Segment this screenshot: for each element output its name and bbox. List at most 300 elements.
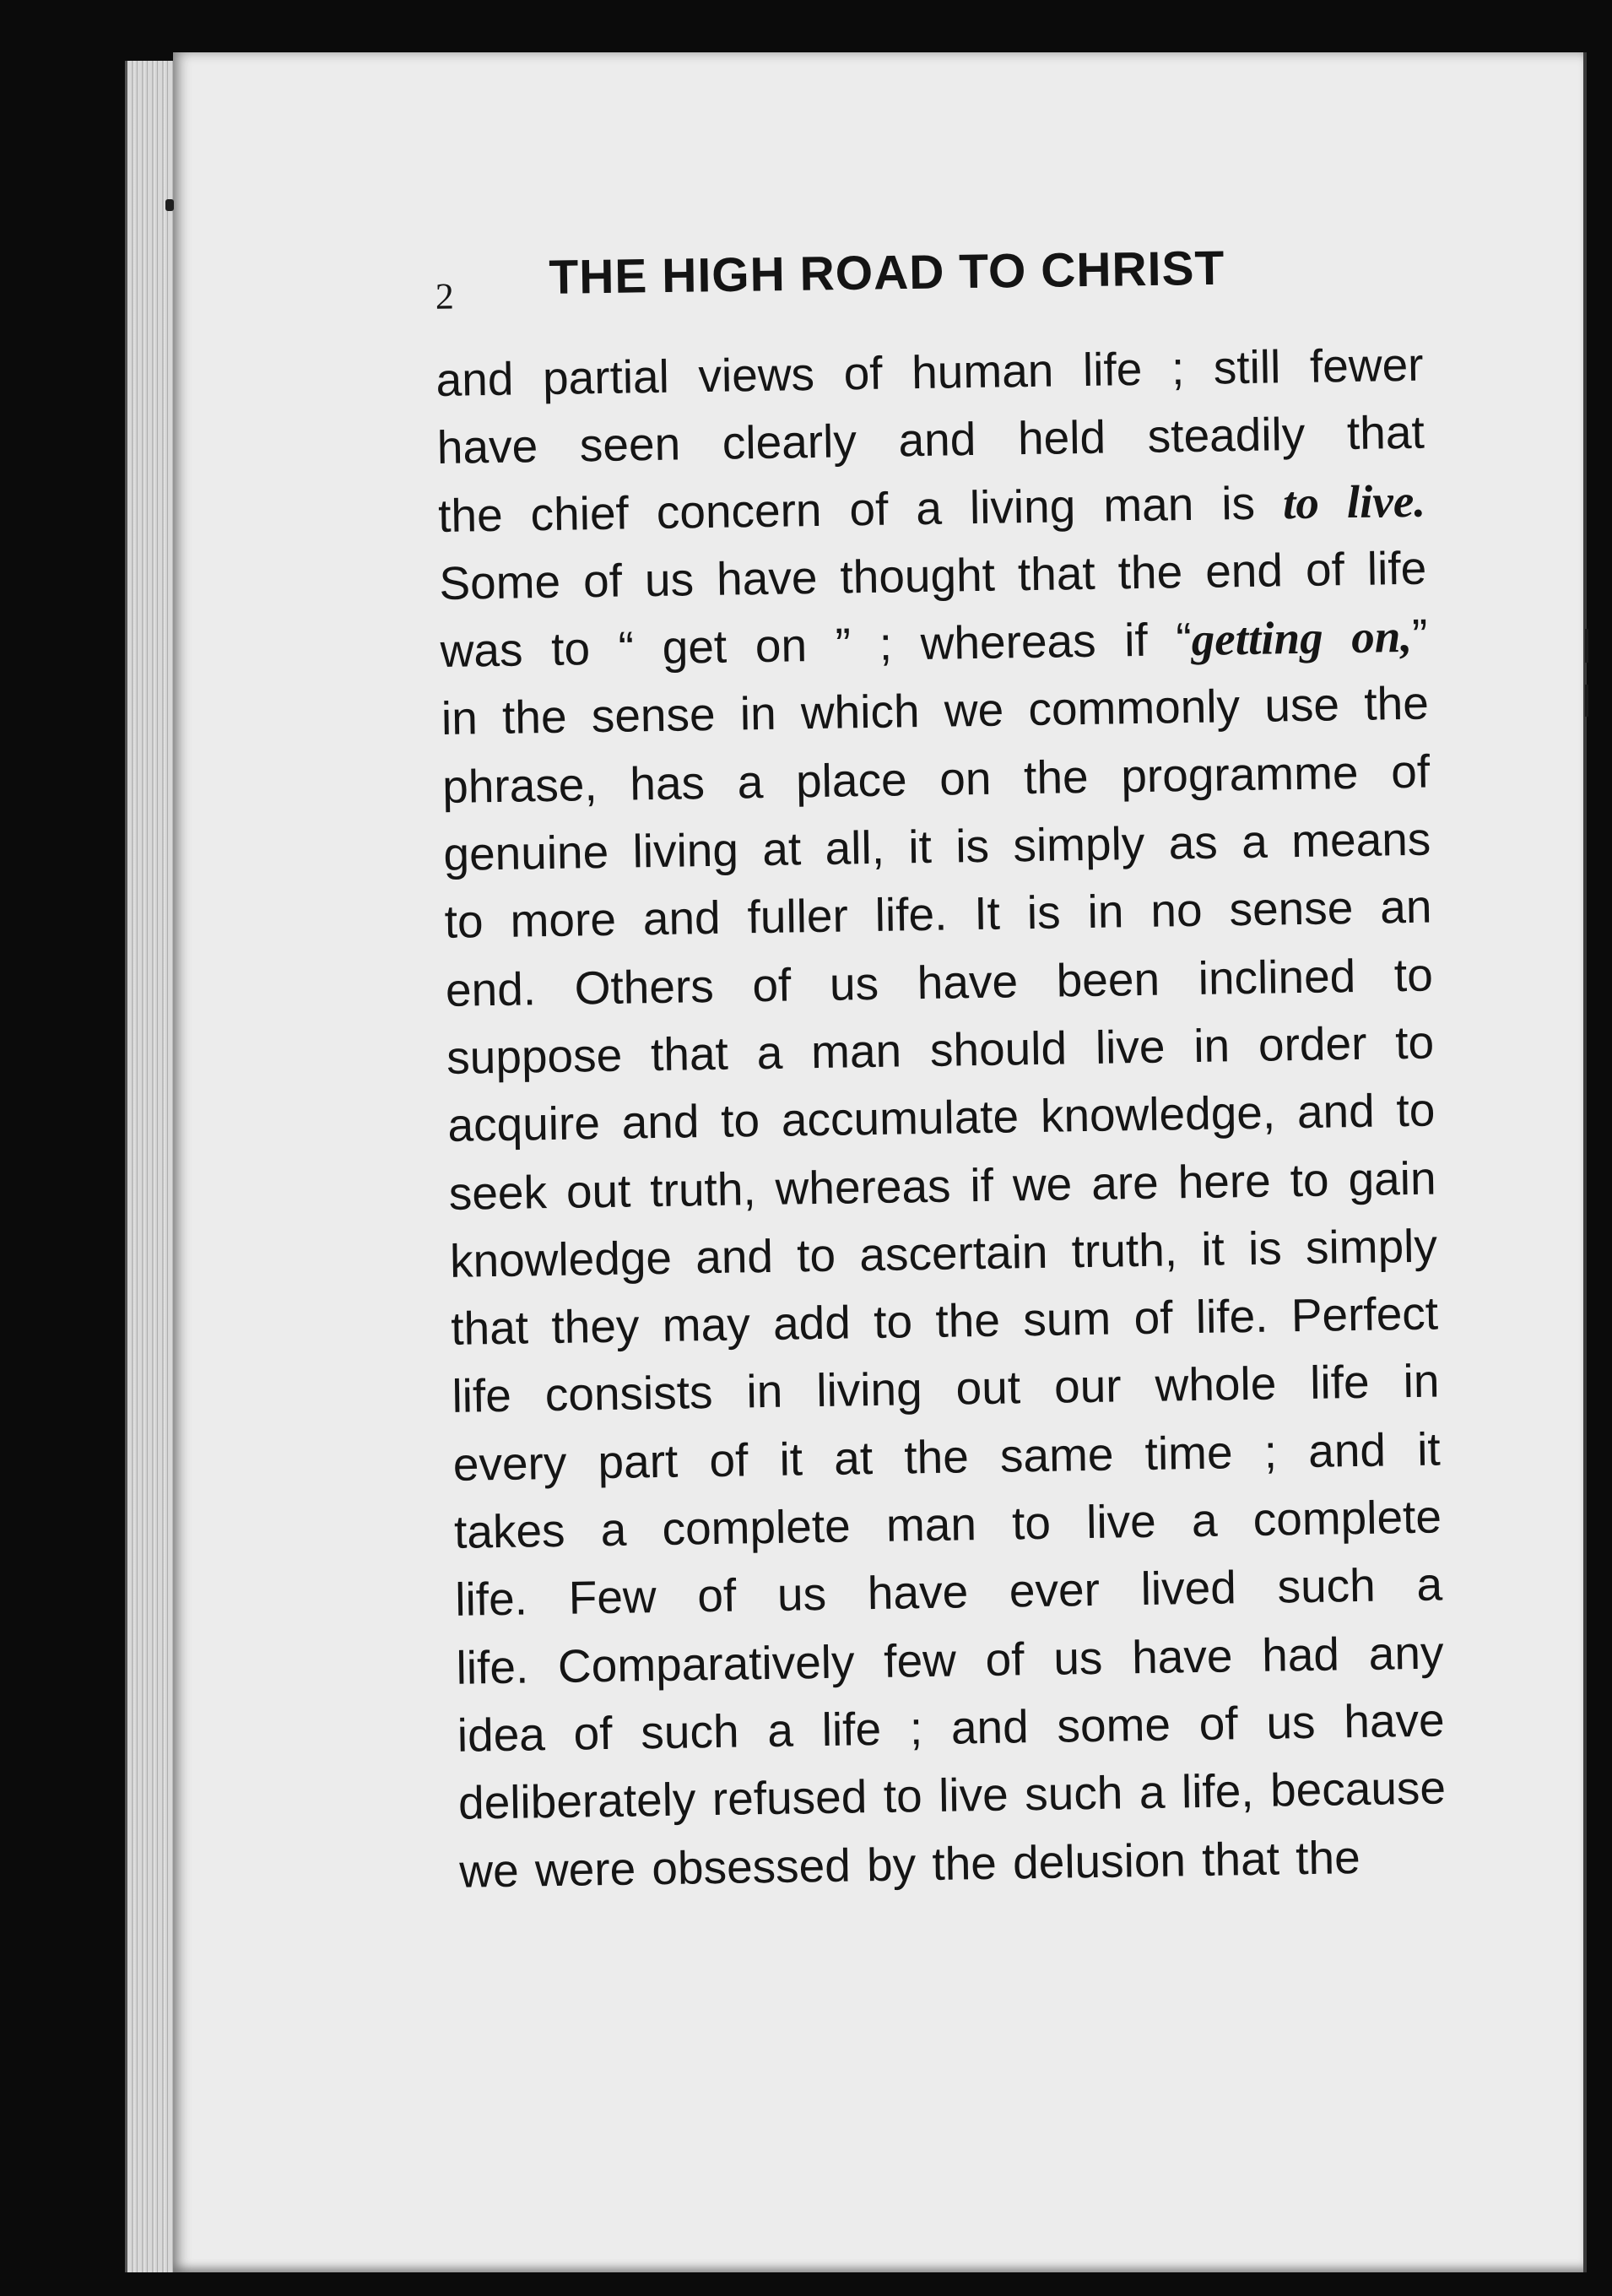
word	[776, 1560, 826, 1628]
word	[1013, 810, 1145, 880]
word	[1057, 1690, 1171, 1759]
word	[772, 1289, 851, 1358]
text-run: living	[815, 1362, 923, 1417]
word	[1193, 1011, 1231, 1080]
word	[435, 345, 514, 414]
word	[662, 1290, 750, 1359]
word	[874, 1287, 913, 1356]
text-run: sense	[1229, 881, 1354, 936]
word	[898, 405, 976, 474]
word	[641, 1697, 739, 1766]
word	[1121, 739, 1359, 810]
word	[920, 607, 1096, 678]
text-run: “	[1175, 613, 1193, 666]
word	[1296, 1823, 1361, 1892]
text-run: truth,	[649, 1162, 757, 1216]
word	[1416, 1551, 1443, 1619]
word	[1009, 1556, 1100, 1625]
edge-mark	[1585, 685, 1588, 717]
word	[1198, 1689, 1238, 1757]
running-header	[422, 239, 1317, 319]
text-run: a	[737, 755, 764, 809]
text-run: means	[1290, 812, 1431, 868]
text-run: were	[534, 1842, 636, 1896]
word	[722, 407, 857, 477]
word	[737, 748, 764, 816]
text-run: It	[973, 886, 1001, 940]
word	[1133, 1284, 1173, 1352]
text-run: programme	[1120, 745, 1359, 803]
text-run: no	[1149, 884, 1204, 938]
text-run: such	[640, 1704, 739, 1759]
word	[1310, 1348, 1371, 1416]
text-run: ;	[1171, 342, 1185, 395]
text-run: us	[776, 1568, 827, 1622]
text-run: time	[1144, 1426, 1234, 1480]
text-run: ;	[909, 1702, 923, 1755]
word	[752, 950, 792, 1019]
text-run: simply	[1012, 816, 1145, 872]
text-run: such	[1024, 1766, 1123, 1821]
word	[574, 952, 714, 1022]
text-run: the	[1363, 677, 1430, 731]
text-run: delusion	[1012, 1833, 1187, 1889]
text-run: to	[873, 1295, 913, 1349]
word	[840, 541, 996, 611]
word	[441, 685, 478, 753]
word	[859, 1218, 1048, 1289]
word	[939, 745, 992, 813]
text-run: that	[450, 1301, 529, 1356]
text-run: a	[1139, 1765, 1166, 1819]
word	[442, 750, 598, 820]
word	[762, 815, 802, 883]
text-run: thought	[839, 548, 996, 604]
text-run: should	[929, 1021, 1068, 1076]
text-run: to	[1011, 1496, 1052, 1550]
word	[1403, 1347, 1440, 1416]
word	[544, 1358, 713, 1428]
text-run: of	[1133, 1291, 1173, 1345]
word	[439, 548, 561, 618]
word	[1201, 1215, 1225, 1283]
text-run: Perfect	[1290, 1286, 1439, 1342]
text-run: life	[1309, 1356, 1371, 1410]
word	[436, 412, 538, 481]
word	[1264, 671, 1340, 740]
right-edge-marks	[1585, 629, 1588, 722]
word	[1229, 874, 1354, 944]
word	[716, 544, 818, 613]
word	[1346, 398, 1425, 468]
word	[652, 1831, 852, 1902]
text-run: we	[458, 1844, 520, 1898]
word	[781, 1083, 1019, 1155]
word	[1351, 602, 1428, 671]
word	[1053, 1352, 1122, 1421]
text-run: ever	[1009, 1563, 1101, 1617]
text-run: ”	[835, 618, 852, 671]
text-run: and	[1296, 1084, 1376, 1139]
word	[452, 1428, 567, 1497]
word	[775, 1151, 951, 1222]
italic-text: to	[1282, 476, 1320, 528]
word	[1364, 669, 1430, 738]
text-run: are	[1090, 1156, 1160, 1210]
text-run: on	[939, 751, 992, 805]
word	[1395, 1008, 1435, 1076]
word	[1117, 538, 1183, 606]
text-run: in	[746, 1365, 783, 1418]
word	[501, 683, 567, 751]
word	[598, 1427, 679, 1496]
word	[452, 1362, 512, 1430]
word	[825, 814, 885, 882]
running-title: THE HIGH ROAD TO CHRIST	[548, 241, 1225, 305]
text-run: suppose	[446, 1028, 623, 1084]
word	[755, 611, 807, 680]
word	[534, 1834, 636, 1903]
word	[459, 1836, 520, 1904]
word	[1308, 1416, 1387, 1485]
text-run: of	[708, 1433, 749, 1486]
word	[440, 616, 523, 685]
text-run: every	[452, 1436, 567, 1491]
word	[1147, 400, 1306, 470]
word	[866, 1830, 916, 1898]
text-run: and	[435, 352, 514, 406]
text-run: in	[739, 687, 777, 740]
word	[1195, 1282, 1269, 1351]
text-run: to	[1393, 948, 1434, 1001]
text-run: is	[1026, 885, 1062, 940]
word	[1181, 1757, 1254, 1826]
text-run: phrase,	[441, 757, 598, 813]
text-run: chief	[530, 486, 630, 540]
word	[1155, 1350, 1277, 1420]
text-run: knowledge	[449, 1231, 673, 1287]
word	[451, 1294, 529, 1363]
word	[810, 1016, 901, 1086]
word	[1071, 1216, 1178, 1285]
text-run: place	[795, 753, 907, 808]
word	[1023, 1285, 1112, 1354]
text-run: living	[969, 479, 1076, 533]
text-run: the	[501, 690, 567, 745]
text-run: life	[1366, 541, 1427, 595]
text-run: part	[598, 1434, 679, 1488]
text-run: steadily	[1147, 408, 1306, 463]
text-run: end	[1204, 544, 1284, 598]
text-run: and	[621, 1095, 700, 1149]
word	[444, 888, 484, 956]
word	[1012, 1150, 1073, 1218]
word	[1150, 876, 1203, 945]
word	[821, 1695, 882, 1763]
text-run: have	[917, 954, 1019, 1009]
edge-mark	[1585, 629, 1588, 663]
word	[1202, 1824, 1280, 1893]
text-run: that	[1346, 405, 1425, 460]
text-run: partial	[542, 349, 670, 405]
text-run: to	[1290, 1153, 1330, 1206]
text-run: as	[1168, 815, 1219, 869]
text-run: life,	[1181, 1764, 1255, 1818]
word	[911, 337, 1054, 407]
text-run: of	[843, 346, 884, 400]
word	[1023, 743, 1089, 811]
text-run: because	[1269, 1761, 1447, 1817]
text-run: may	[662, 1297, 751, 1352]
text-run: get	[662, 620, 728, 674]
word	[747, 882, 848, 951]
text-run: have	[1343, 1693, 1446, 1748]
text-run: that	[650, 1026, 729, 1081]
text-run: seen	[579, 417, 681, 472]
text-run: some	[1056, 1698, 1171, 1752]
text-run: have	[867, 1565, 969, 1620]
text-run: Comparatively	[557, 1635, 855, 1692]
word	[1103, 470, 1194, 539]
text-run: have	[1131, 1629, 1233, 1683]
text-run: it	[1416, 1422, 1442, 1476]
text-run: of	[1305, 543, 1345, 596]
word	[1082, 335, 1143, 403]
italic-text: on,	[1350, 610, 1413, 663]
word	[438, 480, 504, 549]
word	[904, 1422, 970, 1491]
text-run: held	[1017, 410, 1106, 465]
word	[1086, 1487, 1157, 1557]
text-run: ascertain	[858, 1225, 1048, 1281]
word	[884, 1626, 957, 1695]
text-run: we	[1012, 1156, 1073, 1210]
word	[1095, 1012, 1166, 1081]
word	[1017, 539, 1095, 609]
word	[1366, 533, 1427, 602]
word	[1132, 1622, 1234, 1691]
word	[1011, 1489, 1051, 1557]
word	[1176, 604, 1323, 674]
text-run: a	[1191, 1493, 1218, 1547]
word	[1087, 878, 1124, 946]
word	[816, 1356, 923, 1425]
word	[453, 1497, 565, 1566]
text-run: a	[766, 1703, 794, 1757]
text-run: of	[696, 1568, 737, 1622]
word	[1266, 1688, 1316, 1757]
text-run: is	[1220, 476, 1256, 529]
text-run: on	[755, 619, 808, 673]
text-run: to	[883, 1769, 923, 1823]
word	[955, 1354, 1021, 1422]
word	[457, 1700, 545, 1769]
word	[721, 1086, 760, 1155]
word	[568, 1562, 657, 1632]
word	[1346, 466, 1425, 535]
text-run: it	[779, 1432, 803, 1486]
text-run: the	[931, 1836, 998, 1890]
word	[591, 680, 716, 750]
text-run: living	[632, 823, 739, 878]
text-run: takes	[453, 1503, 566, 1558]
word	[849, 474, 889, 543]
word	[448, 1158, 547, 1227]
text-run: if	[969, 1158, 994, 1211]
word	[711, 1763, 868, 1833]
word	[557, 1627, 855, 1700]
text-run: life	[1082, 342, 1143, 396]
text-run: order	[1258, 1016, 1367, 1071]
text-run: accumulate	[781, 1090, 1020, 1146]
text-run: life	[821, 1702, 882, 1756]
word	[1241, 808, 1269, 876]
word	[950, 1692, 1029, 1762]
word	[449, 1224, 672, 1295]
word	[883, 1762, 922, 1830]
word	[970, 1151, 994, 1219]
text-run: life.	[456, 1640, 529, 1694]
text-run: life.	[454, 1572, 528, 1627]
text-run: in	[1403, 1354, 1440, 1408]
word	[767, 1696, 794, 1764]
word	[630, 749, 706, 818]
text-run: in	[1087, 885, 1124, 939]
text-run: ”	[1411, 609, 1428, 663]
text-run: refused	[711, 1770, 868, 1826]
text-run: an	[1379, 880, 1432, 934]
text-run: that	[1017, 546, 1096, 601]
text-run: was	[440, 623, 523, 678]
text-run: ;	[1263, 1425, 1278, 1478]
text-run: the	[1117, 545, 1183, 599]
text-run: that	[1201, 1832, 1280, 1886]
text-run: to	[720, 1094, 760, 1148]
word	[650, 1155, 757, 1224]
word	[955, 812, 990, 880]
word	[443, 818, 609, 888]
text-run: here	[1177, 1154, 1272, 1208]
word	[447, 1089, 601, 1159]
text-run: concern	[656, 483, 822, 539]
word	[829, 950, 879, 1018]
word	[1344, 1686, 1446, 1755]
text-run: to	[1394, 1015, 1435, 1069]
word	[642, 884, 721, 953]
word	[932, 1828, 998, 1897]
word	[662, 1492, 851, 1563]
text-run: of	[985, 1632, 1025, 1686]
text-run: out	[565, 1164, 631, 1218]
text-run: which	[800, 685, 921, 739]
text-run: seek	[448, 1165, 548, 1220]
text-run: out	[955, 1361, 1021, 1415]
word	[879, 610, 893, 679]
word	[1269, 1754, 1446, 1825]
text-run: whole	[1155, 1356, 1277, 1412]
word	[510, 885, 617, 955]
word	[916, 474, 943, 542]
text-run: of	[1390, 745, 1431, 799]
text-run: us	[829, 956, 879, 1010]
text-run: human	[911, 344, 1054, 399]
text-run: life.	[874, 887, 948, 942]
word	[1296, 1077, 1375, 1146]
word	[621, 1087, 700, 1156]
word	[1368, 1618, 1444, 1687]
word	[632, 816, 739, 885]
text-run: to	[1395, 1083, 1436, 1137]
text-run: end.	[445, 961, 537, 1016]
text-run: truth,	[1071, 1223, 1178, 1278]
text-run: has	[629, 755, 706, 810]
text-run: our	[1053, 1359, 1122, 1414]
word	[1393, 940, 1433, 1009]
text-run: at	[761, 822, 802, 876]
text-run: Few	[568, 1570, 657, 1625]
text-run: us	[1265, 1695, 1316, 1749]
text-run: man	[885, 1497, 977, 1551]
text-run: acquire	[447, 1097, 601, 1152]
text-run: lived	[1140, 1561, 1237, 1616]
word	[1277, 1551, 1376, 1621]
word	[579, 410, 681, 479]
word	[999, 1420, 1114, 1489]
italic-text: getting	[1191, 611, 1324, 666]
word	[551, 615, 591, 683]
word	[1252, 1483, 1442, 1554]
text-run: fewer	[1309, 338, 1424, 393]
text-run: to	[444, 895, 484, 949]
word	[600, 1496, 627, 1564]
text-run: and	[898, 413, 976, 467]
word	[695, 1222, 774, 1292]
text-run: all,	[825, 820, 885, 875]
word	[446, 1021, 623, 1092]
word	[1028, 673, 1241, 744]
text-run: of	[1198, 1697, 1239, 1750]
text-run: any	[1368, 1626, 1444, 1680]
text-run: and	[695, 1229, 774, 1284]
word	[1091, 1148, 1160, 1217]
text-run: we	[944, 683, 1004, 738]
word	[1348, 1144, 1436, 1213]
word	[1213, 333, 1281, 402]
word	[1221, 468, 1256, 537]
text-run: views	[697, 347, 815, 403]
word	[1198, 942, 1356, 1012]
word	[867, 1558, 969, 1627]
word	[697, 1562, 737, 1630]
text-run: have	[716, 550, 818, 605]
text-run: use	[1263, 678, 1340, 733]
text-run: and	[1307, 1423, 1387, 1477]
word	[1012, 1826, 1186, 1897]
text-run: to	[796, 1228, 836, 1282]
text-run: whereas	[775, 1159, 951, 1215]
text-run: sense	[591, 688, 717, 743]
word	[1290, 1145, 1329, 1214]
text-run: live	[938, 1768, 1009, 1822]
text-run: knowledge,	[1040, 1086, 1276, 1143]
text-run: the	[437, 488, 504, 542]
word	[445, 955, 536, 1024]
text-run: the	[903, 1429, 970, 1484]
word	[1053, 1623, 1103, 1692]
page-number: 2	[435, 275, 455, 317]
word	[1305, 1211, 1437, 1281]
word	[709, 1426, 749, 1494]
